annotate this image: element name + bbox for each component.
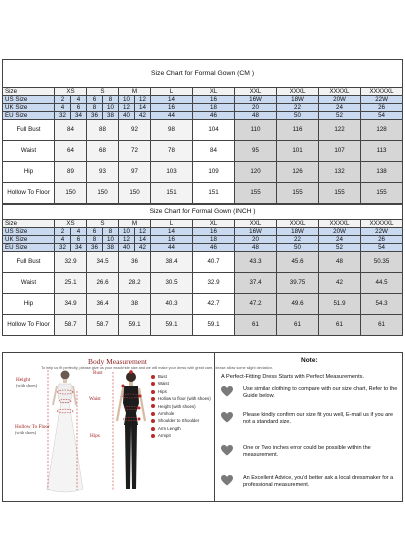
eu-size-cell: 44 <box>151 244 193 252</box>
size-group-row <box>3 220 403 228</box>
eu-size-cell: 32 <box>55 112 71 120</box>
us-size-label: US Size <box>3 96 55 104</box>
measurement-cell: 78 <box>151 141 193 162</box>
measurement-cell: 58.7 <box>55 315 87 336</box>
measurement-cell: 113 <box>361 141 403 162</box>
measurement-cell: 59.1 <box>151 315 193 336</box>
body-measurement-subtitle: To help us fit perfectly, please give us your exact/ride size and we will make your dress with great care, please allow some slight deviation. <box>41 366 273 370</box>
size-header: Size <box>3 88 55 96</box>
eu-size-cell: 54 <box>361 112 403 120</box>
measurement-cell: 61 <box>235 315 277 336</box>
measurement-cell: 138 <box>361 162 403 183</box>
legend-label: Arm Length <box>158 425 181 431</box>
inch-size-table <box>2 204 403 336</box>
size-group-cell: XXXXXL <box>361 88 403 96</box>
uk-size-cell: 26 <box>361 236 403 244</box>
body-measurement-panel <box>3 353 273 501</box>
us-size-cell: 18W <box>277 228 319 236</box>
eu-size-cell: 36 <box>87 112 103 120</box>
size-header: Size <box>3 220 55 228</box>
measurement-cell: 37.4 <box>235 273 277 294</box>
measurement-cell: 54.3 <box>361 294 403 315</box>
legend-item <box>151 403 211 410</box>
legend-item <box>151 380 211 387</box>
measurement-cell: 103 <box>151 162 193 183</box>
eu-size-cell: 46 <box>193 244 235 252</box>
cm-table-title: Size Chart for Formal Gown (CM ) <box>3 60 403 88</box>
eu-size-row <box>3 244 403 252</box>
measurement-cell: 42.7 <box>193 294 235 315</box>
measurement-cell: 45.6 <box>277 252 319 273</box>
measurement-cell: 72 <box>119 141 151 162</box>
eu-size-cell: 36 <box>87 244 103 252</box>
legend-item <box>151 373 211 380</box>
measurement-label: Hip <box>3 294 55 315</box>
measurement-cell: 25.1 <box>55 273 87 294</box>
measurement-legend <box>151 373 211 440</box>
measurement-cell: 155 <box>235 183 277 204</box>
us-size-row <box>3 96 403 104</box>
eu-size-cell: 50 <box>277 244 319 252</box>
legend-dot-icon <box>151 375 155 379</box>
measurement-cell: 151 <box>151 183 193 204</box>
uk-size-cell: 16 <box>151 104 193 112</box>
uk-size-cell: 24 <box>319 104 361 112</box>
measurement-label: Hollow To Floor <box>3 315 55 336</box>
legend-label: Armpit <box>158 433 171 439</box>
eu-size-cell: 34 <box>71 112 87 120</box>
us-size-cell: 4 <box>71 228 87 236</box>
measurement-cell: 38.4 <box>151 252 193 273</box>
us-size-cell: 20W <box>319 228 361 236</box>
measurement-cell: 61 <box>277 315 319 336</box>
size-group-cell: L <box>151 220 193 228</box>
measurement-cell: 61 <box>361 315 403 336</box>
size-group-cell: XS <box>55 88 87 96</box>
measurement-cell: 101 <box>277 141 319 162</box>
measurement-cell: 34.5 <box>87 252 119 273</box>
legend-label: Hollow to floor (with shoes) <box>158 396 211 402</box>
us-size-cell: 8 <box>103 228 119 236</box>
heart-icon <box>221 445 233 456</box>
us-size-cell: 2 <box>55 96 71 104</box>
size-group-cell: XXXXXL <box>361 220 403 228</box>
uk-size-cell: 18 <box>193 104 235 112</box>
legend-label: Armhole <box>158 411 175 417</box>
uk-size-cell: 8 <box>87 236 103 244</box>
measurement-cell: 64 <box>55 141 87 162</box>
eu-size-cell: 42 <box>135 244 151 252</box>
us-size-cell: 4 <box>71 96 87 104</box>
body-figure-illustration <box>113 370 145 490</box>
legend-dot-icon <box>151 397 155 401</box>
uk-size-cell: 4 <box>55 236 71 244</box>
measurement-cell: 68 <box>87 141 119 162</box>
size-group-cell: M <box>119 220 151 228</box>
legend-item <box>151 388 211 395</box>
measurement-cell: 110 <box>235 120 277 141</box>
us-size-cell: 10 <box>119 228 135 236</box>
legend-dot-icon <box>151 412 155 416</box>
size-group-cell: XL <box>193 88 235 96</box>
measurement-cell: 150 <box>55 183 87 204</box>
gown-figure-illustration <box>47 370 83 492</box>
size-group-cell: XXL <box>235 88 277 96</box>
us-size-label: US Size <box>3 228 55 236</box>
measurement-row <box>3 294 403 315</box>
heart-icon <box>221 475 233 486</box>
measurement-cell: 32.9 <box>193 273 235 294</box>
legend-label: Hips <box>158 388 167 394</box>
measurement-cell: 36 <box>119 252 151 273</box>
uk-size-row <box>3 104 403 112</box>
legend-item <box>151 395 211 402</box>
notes-title: Note: <box>301 357 318 364</box>
us-size-cell: 16W <box>235 228 277 236</box>
measurement-cell: 40.3 <box>151 294 193 315</box>
us-size-cell: 14 <box>151 228 193 236</box>
bust-label: Bust <box>93 370 103 376</box>
us-size-cell: 16 <box>193 96 235 104</box>
uk-size-cell: 20 <box>235 104 277 112</box>
size-group-cell: XXXXL <box>319 88 361 96</box>
cm-title-row <box>3 60 403 88</box>
measurement-cell: 39.75 <box>277 273 319 294</box>
note-item: One or Two inches error could be possible within the measurement. <box>221 445 401 459</box>
measurement-cell: 122 <box>319 120 361 141</box>
uk-size-cell: 12 <box>119 104 135 112</box>
legend-item <box>151 417 211 424</box>
measurement-cell: 48 <box>319 252 361 273</box>
eu-size-cell: 40 <box>119 112 135 120</box>
size-group-cell: XS <box>55 220 87 228</box>
us-size-cell: 16 <box>193 228 235 236</box>
measurement-row <box>3 315 403 336</box>
eu-size-cell: 42 <box>135 112 151 120</box>
measurement-row <box>3 162 403 183</box>
measurement-label: Full Bust <box>3 120 55 141</box>
note-item: Please kindly confirm our size fit you well, E-mail us if you are not a standard size. <box>221 412 401 426</box>
legend-dot-icon <box>151 390 155 394</box>
measurement-cell: 26.6 <box>87 273 119 294</box>
measurement-cell: 51.9 <box>319 294 361 315</box>
measurement-cell: 116 <box>277 120 319 141</box>
us-size-cell: 16W <box>235 96 277 104</box>
legend-label: Shoulder to Shoulder <box>158 418 200 424</box>
us-size-cell: 12 <box>135 96 151 104</box>
measurement-label: Hip <box>3 162 55 183</box>
eu-size-cell: 50 <box>277 112 319 120</box>
us-size-cell: 6 <box>87 228 103 236</box>
measurement-cell: 44.5 <box>361 273 403 294</box>
measurement-cell: 28.2 <box>119 273 151 294</box>
measurement-cell: 88 <box>87 120 119 141</box>
hollow-to-floor-label: Hollow To Floor (with shoes) <box>15 424 50 435</box>
eu-size-cell: 32 <box>55 244 71 252</box>
measurement-cell: 40.7 <box>193 252 235 273</box>
measurement-cell: 150 <box>119 183 151 204</box>
size-group-cell: L <box>151 88 193 96</box>
uk-size-cell: 12 <box>119 236 135 244</box>
us-size-cell: 18W <box>277 96 319 104</box>
legend-item <box>151 425 211 432</box>
uk-size-cell: 26 <box>361 104 403 112</box>
eu-size-cell: 54 <box>361 244 403 252</box>
notes-headline: A Perfect-Fitting Dress Starts with Perfect Measurements. <box>221 374 364 380</box>
eu-size-row <box>3 112 403 120</box>
measurement-cell: 104 <box>193 120 235 141</box>
size-group-cell: M <box>119 88 151 96</box>
measurement-row <box>3 141 403 162</box>
note-item: Use similar clothing to compare with our size chart, Refer to the Guide below. <box>221 386 401 400</box>
us-size-cell: 22W <box>361 228 403 236</box>
legend-dot-icon <box>151 382 155 386</box>
measurement-label: Waist <box>3 141 55 162</box>
legend-dot-icon <box>151 419 155 423</box>
eu-size-cell: 48 <box>235 112 277 120</box>
heart-icon <box>221 412 233 423</box>
eu-size-cell: 52 <box>319 112 361 120</box>
measurement-cell: 128 <box>361 120 403 141</box>
legend-dot-icon <box>151 434 155 438</box>
us-size-cell: 8 <box>103 96 119 104</box>
size-group-cell: XL <box>193 220 235 228</box>
uk-size-cell: 10 <box>103 104 119 112</box>
measurement-cell: 155 <box>277 183 319 204</box>
measurement-cell: 47.2 <box>235 294 277 315</box>
measurement-row <box>3 252 403 273</box>
uk-size-cell: 6 <box>71 104 87 112</box>
measurement-cell: 120 <box>235 162 277 183</box>
uk-size-cell: 16 <box>151 236 193 244</box>
size-group-cell: XXXXL <box>319 220 361 228</box>
measurement-cell: 93 <box>87 162 119 183</box>
legend-label: Bust <box>158 374 167 379</box>
us-size-cell: 22W <box>361 96 403 104</box>
us-size-cell: 14 <box>151 96 193 104</box>
measurement-cell: 126 <box>277 162 319 183</box>
size-group-row <box>3 88 403 96</box>
size-group-cell: XXXL <box>277 220 319 228</box>
waist-label: Waist <box>89 396 101 402</box>
measurement-cell: 84 <box>193 141 235 162</box>
measurement-label: Full Bust <box>3 252 55 273</box>
note-item: An Excellent Advice, you'd better ask a local dressmaker for a professional measurement. <box>221 475 401 489</box>
uk-size-cell: 10 <box>103 236 119 244</box>
uk-size-cell: 8 <box>87 104 103 112</box>
size-group-cell: XXXL <box>277 88 319 96</box>
size-group-cell: S <box>87 220 119 228</box>
measurement-cell: 59.1 <box>193 315 235 336</box>
measurement-cell: 34.9 <box>55 294 87 315</box>
uk-size-cell: 22 <box>277 236 319 244</box>
eu-size-label: EU Size <box>3 244 55 252</box>
measurement-cell: 38 <box>119 294 151 315</box>
eu-size-cell: 38 <box>103 112 119 120</box>
eu-size-label: EU Size <box>3 112 55 120</box>
eu-size-cell: 40 <box>119 244 135 252</box>
measurement-cell: 98 <box>151 120 193 141</box>
legend-item <box>151 432 211 439</box>
uk-size-cell: 14 <box>135 236 151 244</box>
measurement-cell: 155 <box>361 183 403 204</box>
measurement-label: Waist <box>3 273 55 294</box>
measurement-cell: 95 <box>235 141 277 162</box>
size-group-cell: S <box>87 88 119 96</box>
legend-dot-icon <box>151 404 155 408</box>
measurement-cell: 109 <box>193 162 235 183</box>
inch-table-title: Size Chart for Formal Gown (INCH ) <box>3 205 403 220</box>
measurement-row <box>3 273 403 294</box>
uk-size-cell: 4 <box>55 104 71 112</box>
measurement-cell: 151 <box>193 183 235 204</box>
uk-size-label: UK Size <box>3 104 55 112</box>
measurement-cell: 49.6 <box>277 294 319 315</box>
size-group-cell: XXL <box>235 220 277 228</box>
measurement-row <box>3 183 403 204</box>
legend-item <box>151 410 211 417</box>
measurement-cell: 42 <box>319 273 361 294</box>
eu-size-cell: 46 <box>193 112 235 120</box>
uk-size-cell: 22 <box>277 104 319 112</box>
measurement-row <box>3 120 403 141</box>
measurement-cell: 84 <box>55 120 87 141</box>
uk-size-cell: 14 <box>135 104 151 112</box>
body-measurement-title: Body Measurement <box>88 357 147 366</box>
hips-label: Hips <box>90 433 100 439</box>
measurement-label: Hollow To Floor <box>3 183 55 204</box>
measurement-cell: 32.9 <box>55 252 87 273</box>
measurement-cell: 43.3 <box>235 252 277 273</box>
measurement-cell: 92 <box>119 120 151 141</box>
eu-size-cell: 52 <box>319 244 361 252</box>
legend-label: Height (with shoes) <box>158 403 196 409</box>
legend-label: Waist <box>158 381 169 387</box>
measurement-cell: 89 <box>55 162 87 183</box>
uk-size-row <box>3 236 403 244</box>
size-chart-sheet <box>2 59 403 336</box>
measurement-cell: 36.4 <box>87 294 119 315</box>
us-size-cell: 6 <box>87 96 103 104</box>
measurement-cell: 30.5 <box>151 273 193 294</box>
heart-icon <box>221 386 233 397</box>
measurement-cell: 58.7 <box>87 315 119 336</box>
inch-title-row <box>3 205 403 220</box>
us-size-cell: 2 <box>55 228 71 236</box>
us-size-cell: 20W <box>319 96 361 104</box>
measurement-guide-section <box>2 352 403 502</box>
cm-size-table <box>2 59 403 204</box>
uk-size-cell: 18 <box>193 236 235 244</box>
measurement-cell: 50.35 <box>361 252 403 273</box>
us-size-cell: 12 <box>135 228 151 236</box>
measurement-cell: 150 <box>87 183 119 204</box>
height-label: Height (with shoes) <box>16 377 38 388</box>
uk-size-cell: 6 <box>71 236 87 244</box>
measurement-cell: 97 <box>119 162 151 183</box>
uk-size-cell: 24 <box>319 236 361 244</box>
measurement-cell: 107 <box>319 141 361 162</box>
eu-size-cell: 38 <box>103 244 119 252</box>
uk-size-cell: 20 <box>235 236 277 244</box>
notes-panel <box>215 353 402 501</box>
eu-size-cell: 34 <box>71 244 87 252</box>
us-size-row <box>3 228 403 236</box>
eu-size-cell: 44 <box>151 112 193 120</box>
uk-size-label: UK Size <box>3 236 55 244</box>
measurement-cell: 155 <box>319 183 361 204</box>
us-size-cell: 10 <box>119 96 135 104</box>
measurement-cell: 132 <box>319 162 361 183</box>
measurement-cell: 59.1 <box>119 315 151 336</box>
legend-dot-icon <box>151 427 155 431</box>
measurement-cell: 61 <box>319 315 361 336</box>
eu-size-cell: 48 <box>235 244 277 252</box>
